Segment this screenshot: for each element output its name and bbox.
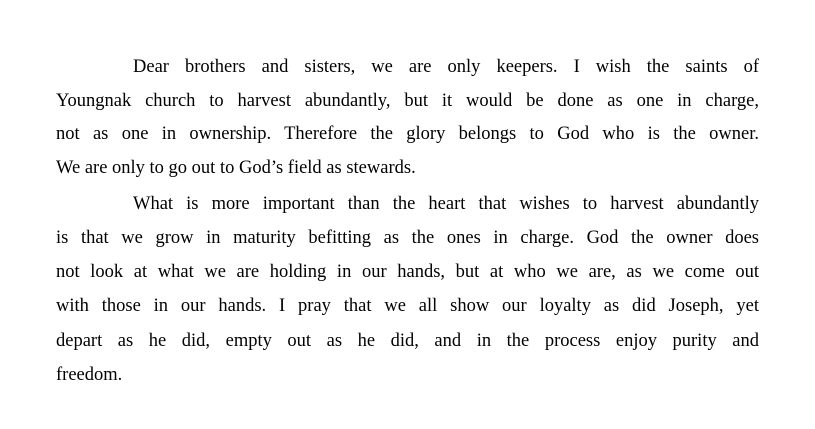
paragraph-line: Youngnak church to harvest abundantly, but it would be done as one in charge, xyxy=(56,91,759,111)
paragraph-line: not look at what we are holding in our hands, but at who we are, as we come out xyxy=(56,262,759,282)
paragraph-line: with those in our hands. I pray that we all show our loyalty as did Joseph, yet xyxy=(56,296,759,316)
paragraph-line: is that we grow in maturity befitting as the ones in charge. God the owner does xyxy=(56,228,759,248)
paragraph-line: We are only to go out to God’s field as stewards. xyxy=(56,158,416,178)
paragraph-line: depart as he did, empty out as he did, and in the process enjoy purity and xyxy=(56,331,759,351)
paragraph-line: What is more important than the heart that wishes to harvest abundantly xyxy=(133,194,759,214)
paragraph-line: not as one in ownership. Therefore the glory belongs to God who is the owner. xyxy=(56,124,759,144)
paragraph-line: Dear brothers and sisters, we are only keepers. I wish the saints of xyxy=(133,57,759,77)
paragraph-line: freedom. xyxy=(56,365,123,385)
